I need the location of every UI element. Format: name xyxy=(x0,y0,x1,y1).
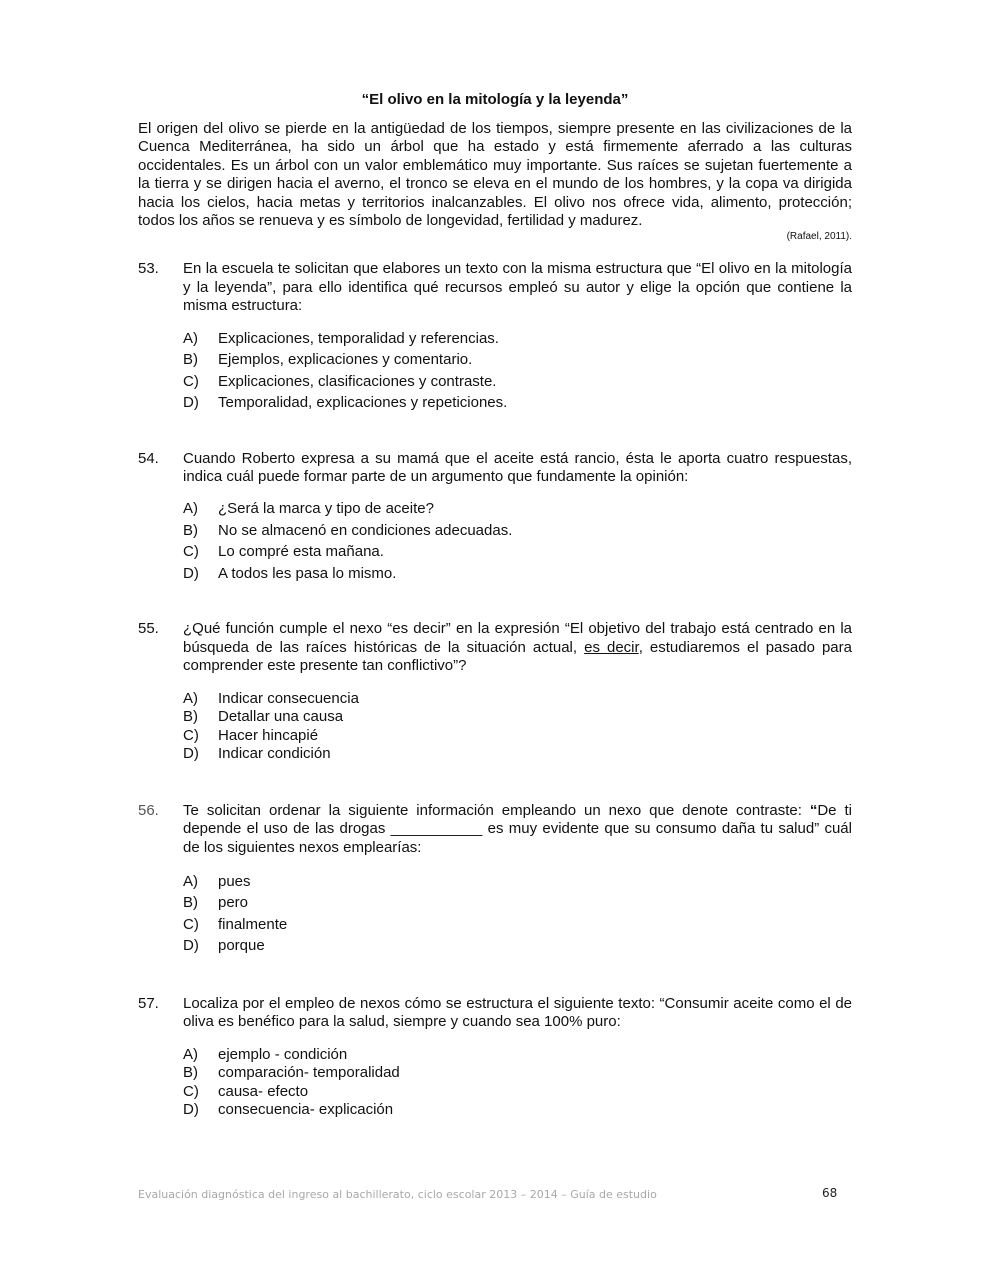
option-letter: C) xyxy=(183,726,199,744)
option-text: A todos les pasa lo mismo. xyxy=(218,564,397,582)
option-text: Temporalidad, explicaciones y repeticiones. xyxy=(218,394,508,412)
option-letter: D) xyxy=(183,394,199,412)
option-letter: B) xyxy=(183,521,198,539)
options-list xyxy=(183,871,852,957)
option-d[interactable] xyxy=(183,1101,852,1120)
option-letter: A) xyxy=(183,872,198,890)
question-54 xyxy=(138,450,852,585)
option-letter: C) xyxy=(183,372,199,390)
option-letter: B) xyxy=(183,1064,198,1082)
option-letter: D) xyxy=(183,745,199,763)
option-c[interactable] xyxy=(183,541,852,563)
option-c[interactable] xyxy=(183,1083,852,1102)
option-letter: B) xyxy=(183,708,198,726)
option-letter: B) xyxy=(183,351,198,369)
option-b[interactable] xyxy=(183,892,852,914)
option-b[interactable] xyxy=(183,520,852,542)
passage-body: El origen del olivo se pierde en la antigüedad de los tiempos, siempre presente en las civilizaciones de la Cuenca Mediterránea, ha sido un árbol que ha estado y está firmemente aferrado a las culturas occidentales. Es un árbol con un valor emblemático muy importante. Sus raíces se sujetan fuertemente a la tierra y se dirigen hacia el averno, el tronco se eleva en el mundo de los hombres, y la copa va dirigida hacia los cielos, hacia metas y territorios inalcanzables. El olivo nos ofrece vida, alimento, protección; todos los años se renueva y es símbolo de longevidad, fertilidad y madurez. xyxy=(138,120,852,230)
option-a[interactable] xyxy=(183,690,852,709)
option-letter: A) xyxy=(183,689,198,707)
option-text: pero xyxy=(218,894,249,912)
page-number: 68 xyxy=(822,1186,838,1200)
option-text: Lo compré esta mañana. xyxy=(218,543,384,561)
passage-citation: (Rafael, 2011). xyxy=(786,231,852,243)
option-text: ejemplo - condición xyxy=(218,1045,348,1063)
question-56 xyxy=(138,802,852,957)
option-c[interactable] xyxy=(183,914,852,936)
option-letter: C) xyxy=(183,1082,199,1100)
question-text: En la escuela te solicitan que elabores un texto con la misma estructura que “El olivo en la mitología y la leyenda”, para ello identifica qué recursos empleó su autor y elige la opción que contiene la misma estructura: xyxy=(183,260,852,315)
option-letter: A) xyxy=(183,329,198,347)
question-text-part: Te solicitan ordenar la siguiente información empleando un nexo que denote contraste: xyxy=(183,801,810,819)
question-53 xyxy=(138,260,852,413)
options-list xyxy=(183,1046,852,1120)
option-text: causa- efecto xyxy=(218,1082,309,1100)
question-number: 56. xyxy=(138,801,159,819)
option-text: finalmente xyxy=(218,915,288,933)
option-d[interactable] xyxy=(183,563,852,585)
option-letter: C) xyxy=(183,543,199,561)
option-letter: D) xyxy=(183,564,199,582)
option-letter: C) xyxy=(183,915,199,933)
question-text xyxy=(183,802,852,857)
options-list xyxy=(183,690,852,764)
option-text: comparación- temporalidad xyxy=(218,1064,400,1082)
option-d[interactable] xyxy=(183,392,852,414)
option-letter: A) xyxy=(183,500,198,518)
option-letter: D) xyxy=(183,1101,199,1119)
option-b[interactable] xyxy=(183,708,852,727)
option-text: Indicar consecuencia xyxy=(218,689,359,707)
option-letter: A) xyxy=(183,1045,198,1063)
option-c[interactable] xyxy=(183,371,852,393)
option-letter: B) xyxy=(183,894,198,912)
page-content xyxy=(138,90,852,1120)
question-text: Cuando Roberto expresa a su mamá que el aceite está rancio, ésta le aporta cuatro respuestas, indica cuál puede formar parte de un argumento que fundamente la opinión: xyxy=(183,449,852,486)
option-text: porque xyxy=(218,937,265,955)
option-text: Detallar una causa xyxy=(218,708,344,726)
option-text: Explicaciones, temporalidad y referencias. xyxy=(218,329,499,347)
passage-title: “El olivo en la mitología y la leyenda” xyxy=(361,91,629,108)
option-b[interactable] xyxy=(183,1064,852,1083)
question-text-part: ¿Qué función cumple el nexo “es decir” en la expresión “El objetivo del trabajo está centrado en la búsqueda de las raíces históricas de la situación actual, xyxy=(183,620,852,656)
question-text-part: , estudiaremos el pasado para comprender este presente tan conflictivo”? xyxy=(183,638,852,675)
question-number: 53. xyxy=(138,260,159,278)
option-a[interactable] xyxy=(183,1046,852,1065)
question-55 xyxy=(138,620,852,763)
option-a[interactable] xyxy=(183,498,852,520)
option-text: Indicar condición xyxy=(218,745,331,763)
options-list xyxy=(183,328,852,414)
option-text: Ejemplos, explicaciones y comentario. xyxy=(218,351,473,369)
option-text: Explicaciones, clasificaciones y contraste. xyxy=(218,372,497,390)
option-a[interactable] xyxy=(183,328,852,350)
option-c[interactable] xyxy=(183,727,852,746)
question-number: 55. xyxy=(138,620,159,638)
option-text: ¿Será la marca y tipo de aceite? xyxy=(218,500,434,518)
option-text: pues xyxy=(218,872,251,890)
option-letter: D) xyxy=(183,937,199,955)
option-text: No se almacenó en condiciones adecuadas. xyxy=(218,521,513,539)
option-a[interactable] xyxy=(183,871,852,893)
option-d[interactable] xyxy=(183,935,852,957)
option-d[interactable] xyxy=(183,745,852,764)
question-text-part: De ti depende el uso de las drogas ___________ es muy evidente que su consumo daña tu salud” cuál de los siguientes nexos emplearías: xyxy=(183,801,852,856)
underlined-phrase: es decir xyxy=(584,638,639,656)
question-57 xyxy=(138,995,852,1120)
option-b[interactable] xyxy=(183,349,852,371)
bold-quote-mark: “ xyxy=(809,801,818,819)
question-text: Localiza por el empleo de nexos cómo se estructura el siguiente texto: “Consumir aceite como el de oliva es benéfico para la salud, siempre y cuando sea 100% puro: xyxy=(183,994,852,1031)
option-text: consecuencia- explicación xyxy=(218,1101,394,1119)
option-text: Hacer hincapié xyxy=(218,726,319,744)
page-footer: Evaluación diagnóstica del ingreso al bachillerato, ciclo escolar 2013 – 2014 – Guía de estudio xyxy=(138,1188,657,1201)
question-text xyxy=(183,620,852,675)
options-list xyxy=(183,498,852,584)
question-number: 57. xyxy=(138,994,159,1012)
question-number: 54. xyxy=(138,449,159,467)
